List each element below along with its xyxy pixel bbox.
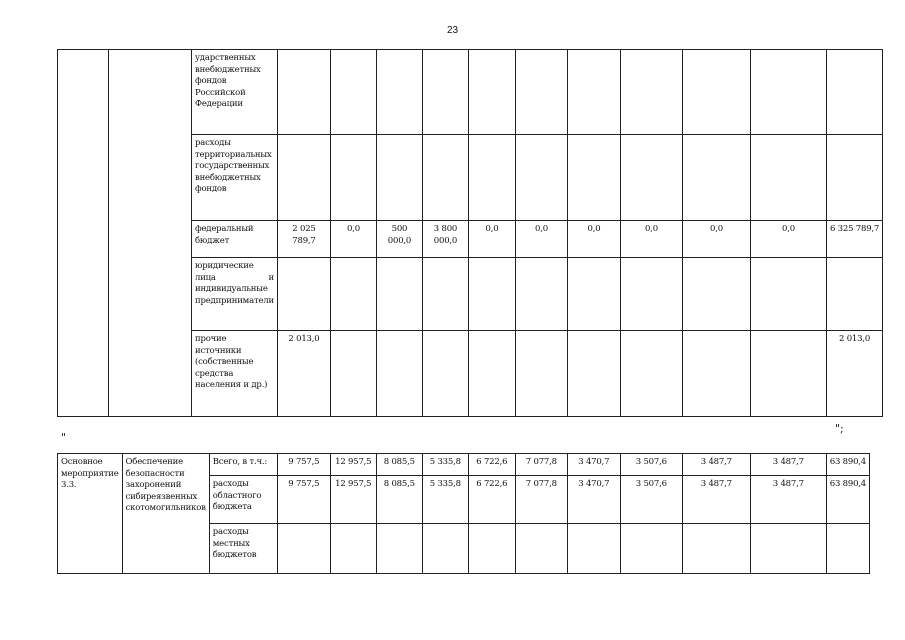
value-cell <box>567 258 620 331</box>
value-cell <box>750 50 826 135</box>
measure-name-cell: Обеспечение безопасности захоронений сибиреязвенных скотомогильников <box>122 454 209 574</box>
value-cell <box>277 135 330 221</box>
value-cell <box>567 135 620 221</box>
value-cell <box>620 135 682 221</box>
value-cell: 6 722,6 <box>468 454 515 476</box>
value-cell <box>422 135 468 221</box>
value-cell <box>620 50 682 135</box>
funding-table-measure-3-3 <box>57 453 870 574</box>
value-cell <box>682 258 750 331</box>
funding-table-continued <box>57 49 883 417</box>
value-cell <box>826 50 882 135</box>
value-cell: 500 000,0 <box>376 221 422 258</box>
value-cell <box>330 524 376 574</box>
value-cell: 0,0 <box>750 221 826 258</box>
funding-source-cell: Всего, в т.ч.: <box>209 454 277 476</box>
funding-source-cell: федеральный бюджет <box>192 221 278 258</box>
value-cell <box>567 524 620 574</box>
value-cell: 2 025 789,7 <box>277 221 330 258</box>
value-cell <box>515 50 567 135</box>
value-cell: 0,0 <box>515 221 567 258</box>
value-cell: 2 013,0 <box>277 331 330 417</box>
value-cell <box>682 135 750 221</box>
value-cell <box>376 258 422 331</box>
value-cell <box>422 258 468 331</box>
value-cell <box>468 135 515 221</box>
table-row <box>58 454 870 476</box>
value-cell <box>682 524 750 574</box>
value-cell <box>826 135 882 221</box>
value-cell: 6 325 789,7 <box>826 221 882 258</box>
funding-source-cell: расходы местных бюджетов <box>209 524 277 574</box>
value-cell <box>515 331 567 417</box>
value-cell <box>567 50 620 135</box>
value-cell: 0,0 <box>682 221 750 258</box>
funding-source-cell: расходы областного бюджета <box>209 476 277 524</box>
measure-code-cell: Основное мероприятие 3.3. <box>58 454 123 574</box>
value-cell <box>750 258 826 331</box>
value-cell <box>277 50 330 135</box>
funding-source-cell: ударственных внебюджетных фондов Российской Федерации <box>192 50 278 135</box>
value-cell: 63 890,4 <box>826 454 869 476</box>
value-cell <box>422 524 468 574</box>
value-cell <box>330 258 376 331</box>
value-cell: 8 085,5 <box>376 476 422 524</box>
value-cell: 63 890,4 <box>826 476 869 524</box>
funding-source-cell: расходы территориальных государственных внебюджетных фондов <box>192 135 278 221</box>
value-cell <box>515 524 567 574</box>
value-cell <box>682 50 750 135</box>
value-cell <box>468 331 515 417</box>
value-cell <box>422 331 468 417</box>
value-cell: 0,0 <box>567 221 620 258</box>
page-number: 23 <box>446 25 459 36</box>
value-cell <box>567 331 620 417</box>
value-cell <box>376 50 422 135</box>
value-cell: 3 487,7 <box>682 476 750 524</box>
value-cell: 9 757,5 <box>277 476 330 524</box>
value-cell: 3 470,7 <box>567 454 620 476</box>
value-cell: 0,0 <box>620 221 682 258</box>
value-cell: 12 957,5 <box>330 476 376 524</box>
table-row <box>58 50 883 135</box>
value-cell: 8 085,5 <box>376 454 422 476</box>
value-cell <box>277 258 330 331</box>
value-cell <box>330 331 376 417</box>
value-cell: 2 013,0 <box>826 331 882 417</box>
value-cell <box>422 50 468 135</box>
value-cell <box>376 524 422 574</box>
value-cell: 3 800 000,0 <box>422 221 468 258</box>
value-cell <box>468 50 515 135</box>
value-cell <box>330 50 376 135</box>
value-cell: 5 335,8 <box>422 454 468 476</box>
value-cell <box>682 331 750 417</box>
value-cell <box>620 524 682 574</box>
measure-code-cell <box>58 50 109 417</box>
value-cell: 7 077,8 <box>515 476 567 524</box>
value-cell <box>750 135 826 221</box>
value-cell: 3 507,6 <box>620 476 682 524</box>
value-cell: 3 487,7 <box>750 454 826 476</box>
measure-name-cell <box>109 50 192 417</box>
funding-source-cell: прочие источники (собственные средства населения и др.) <box>192 331 278 417</box>
value-cell <box>468 524 515 574</box>
value-cell <box>826 524 869 574</box>
value-cell: 3 487,7 <box>750 476 826 524</box>
value-cell <box>515 258 567 331</box>
value-cell <box>376 135 422 221</box>
value-cell: 7 077,8 <box>515 454 567 476</box>
value-cell <box>277 524 330 574</box>
value-cell: 12 957,5 <box>330 454 376 476</box>
value-cell: 0,0 <box>330 221 376 258</box>
value-cell <box>330 135 376 221</box>
value-cell: 3 470,7 <box>567 476 620 524</box>
value-cell: 3 487,7 <box>682 454 750 476</box>
value-cell <box>620 331 682 417</box>
value-cell: 9 757,5 <box>277 454 330 476</box>
value-cell: 0,0 <box>468 221 515 258</box>
value-cell: 5 335,8 <box>422 476 468 524</box>
funding-source-cell: юридические лица и индивидуальные предприниматели <box>192 258 278 331</box>
value-cell: 3 507,6 <box>620 454 682 476</box>
closing-quote-mark: "; <box>835 422 844 435</box>
value-cell <box>750 331 826 417</box>
opening-quote-mark: " <box>61 431 67 444</box>
value-cell <box>515 135 567 221</box>
value-cell: 6 722,6 <box>468 476 515 524</box>
value-cell <box>750 524 826 574</box>
value-cell <box>468 258 515 331</box>
value-cell <box>376 331 422 417</box>
value-cell <box>620 258 682 331</box>
value-cell <box>826 258 882 331</box>
